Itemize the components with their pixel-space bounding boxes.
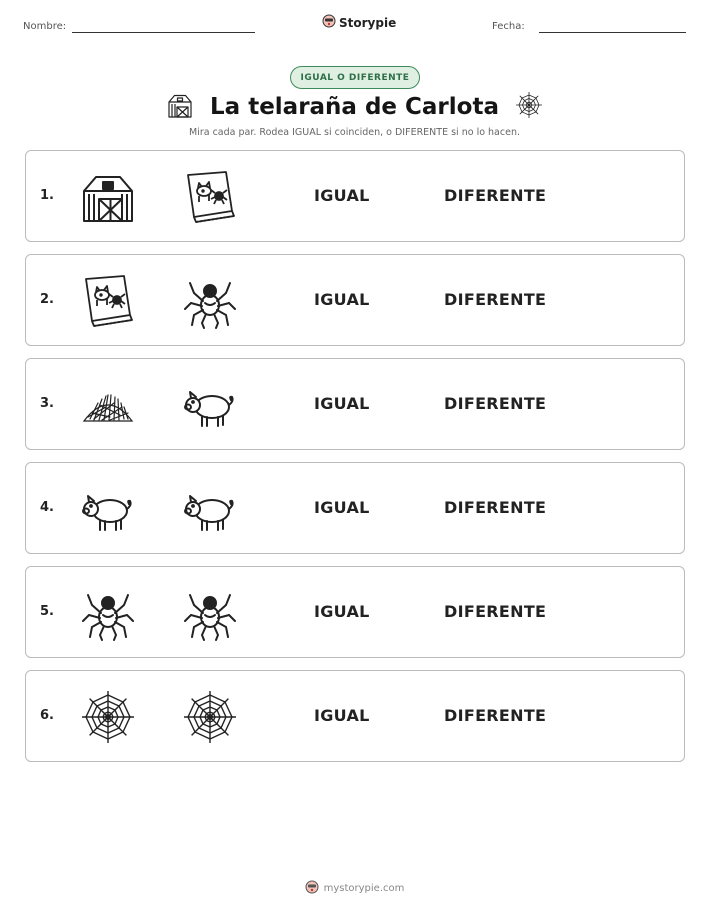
pig-icon	[80, 481, 136, 537]
same-option[interactable]: IGUAL	[314, 706, 370, 725]
row-number: 4.	[40, 500, 54, 515]
footer-url[interactable]: mystorypie.com	[323, 883, 405, 894]
different-option[interactable]: DIFERENTE	[444, 602, 547, 621]
same-option[interactable]: IGUAL	[314, 290, 370, 309]
pair-row-1	[25, 150, 685, 242]
book-icon	[80, 273, 136, 329]
storypie-mascot-icon	[305, 879, 319, 898]
web-icon	[80, 689, 136, 745]
different-option[interactable]: DIFERENTE	[444, 706, 547, 725]
footer	[0, 879, 709, 898]
different-option[interactable]: DIFERENTE	[444, 498, 547, 517]
page-title: La telaraña de Carlota	[210, 94, 499, 120]
pair-row-4	[25, 462, 685, 554]
worksheet-type-badge: IGUAL O DIFERENTE	[290, 66, 420, 89]
pig-icon	[182, 481, 238, 537]
different-option[interactable]: DIFERENTE	[444, 290, 547, 309]
pair-row-5	[25, 566, 685, 658]
brand-logo	[322, 13, 396, 32]
date-line[interactable]	[539, 32, 686, 33]
row-number: 6.	[40, 708, 54, 723]
pair-row-2	[25, 254, 685, 346]
web-icon	[515, 91, 543, 123]
same-option[interactable]: IGUAL	[314, 602, 370, 621]
pair-row-3	[25, 358, 685, 450]
same-option[interactable]: IGUAL	[314, 394, 370, 413]
spider-icon	[80, 585, 136, 641]
date-label: Fecha:	[492, 21, 525, 32]
instruction-text: Mira cada par. Rodea IGUAL si coinciden, o DIFERENTE si no lo hacen.	[189, 127, 520, 138]
pig-icon	[182, 377, 238, 433]
different-option[interactable]: DIFERENTE	[444, 394, 547, 413]
web-icon	[182, 689, 238, 745]
brand-name: Storypie	[339, 15, 397, 30]
pair-row-6	[25, 670, 685, 762]
spider-icon	[182, 273, 238, 329]
row-number: 5.	[40, 604, 54, 619]
name-label: Nombre:	[23, 21, 67, 32]
row-number: 2.	[40, 292, 54, 307]
title-row	[0, 90, 709, 124]
storypie-mascot-icon	[322, 13, 336, 32]
same-option[interactable]: IGUAL	[314, 498, 370, 517]
hay-icon	[80, 377, 136, 433]
book-icon	[182, 169, 238, 225]
row-number: 3.	[40, 396, 54, 411]
row-number: 1.	[40, 188, 54, 203]
different-option[interactable]: DIFERENTE	[444, 186, 547, 205]
same-option[interactable]: IGUAL	[314, 186, 370, 205]
name-line[interactable]	[72, 32, 255, 33]
barn-icon	[80, 169, 136, 225]
barn-icon	[166, 91, 194, 123]
spider-icon	[182, 585, 238, 641]
